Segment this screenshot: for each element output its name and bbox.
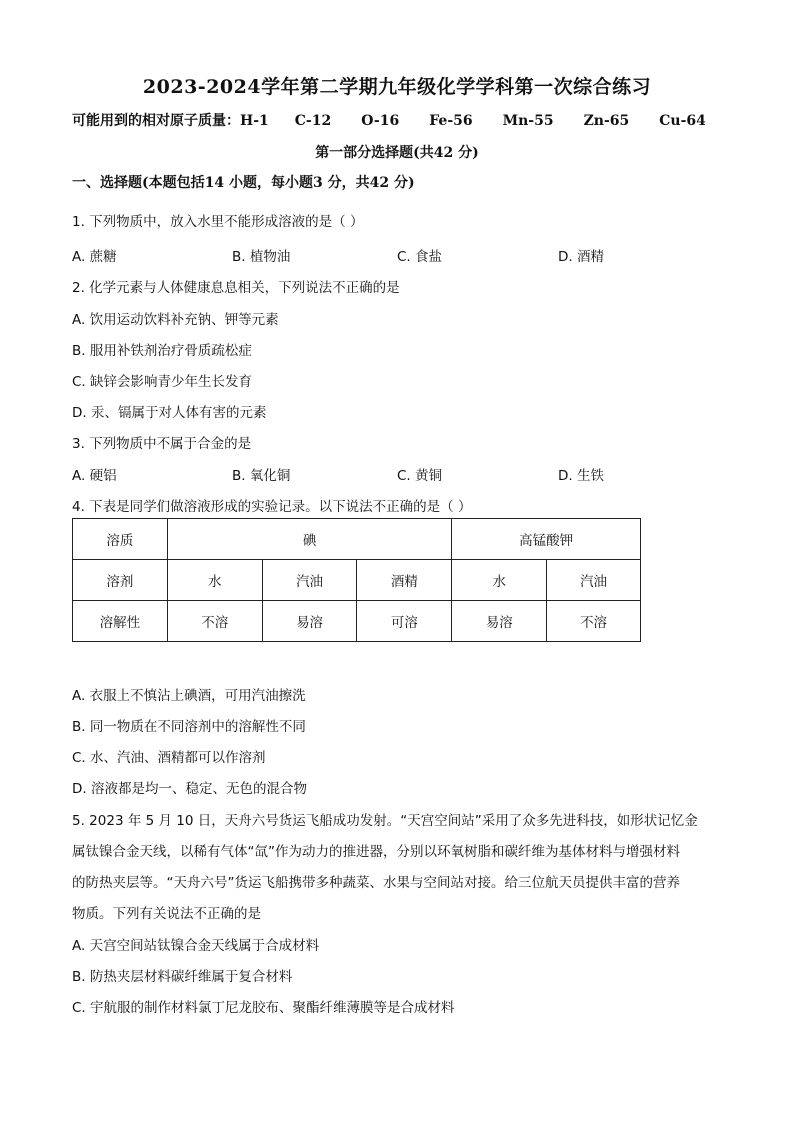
exam-title: 2023-2024学年第二学期九年级化学学科第一次综合练习 bbox=[142, 76, 652, 98]
question-2-stem: 2. 化学元素与人体健康息息相关，下列说法不正确的是 bbox=[72, 280, 400, 296]
question-4-option-a: A. 衣服上不慎沾上碘酒，可用汽油擦洗 bbox=[72, 688, 306, 704]
table-cell: 易溶 bbox=[452, 601, 547, 642]
question-5-stem-line: 属钛镍合金天线，以稀有气体“氙”作为动力的推进器，分别以环氧树脂和碳纤维为基体材料与增强材料 bbox=[72, 844, 680, 860]
table-row bbox=[73, 601, 641, 642]
question-4-option-c: C. 水、汽油、酒精都可以作溶剂 bbox=[72, 750, 266, 766]
question-5-stem-line: 物质。下列有关说法不正确的是 bbox=[72, 906, 261, 922]
atomic-mass-item: Mn-55 bbox=[502, 113, 554, 129]
table-cell: 不溶 bbox=[547, 601, 641, 642]
question-2-option-d: D. 汞、镉属于对人体有害的元素 bbox=[72, 405, 267, 421]
atomic-mass-item: Fe-56 bbox=[429, 113, 473, 129]
question-3-option-b: B. 氧化铜 bbox=[232, 468, 291, 484]
question-5-stem-line: 的防热夹层等。“天舟六号”货运飞船携带多种蔬菜、水果与空间站对接。给三位航天员提供丰富的营养 bbox=[72, 875, 680, 891]
table-row bbox=[73, 560, 641, 601]
solubility-table bbox=[72, 518, 641, 642]
table-cell: 水 bbox=[452, 560, 547, 601]
question-2-option-c: C. 缺锌会影响青少年生长发育 bbox=[72, 374, 253, 390]
table-cell: 酒精 bbox=[357, 560, 452, 601]
part-title: 第一部分选择题(共42 分) bbox=[315, 145, 479, 161]
question-5-option-b: B. 防热夹层材料碳纤维属于复合材料 bbox=[72, 969, 293, 985]
question-4-stem: 4. 下表是同学们做溶液形成的实验记录。以下说法不正确的是（ ） bbox=[72, 499, 472, 515]
question-1-option-b: B. 植物油 bbox=[232, 249, 291, 265]
table-cell: 不溶 bbox=[167, 601, 262, 642]
table-cell: 可溶 bbox=[357, 601, 452, 642]
table-cell: 碘 bbox=[167, 519, 451, 560]
question-5-stem-line: 5. 2023 年 5 月 10 日，天舟六号货运飞船成功发射。“天宫空间站”采用了众多先进科技，如形状记忆金 bbox=[72, 813, 698, 829]
table-cell: 溶解性 bbox=[73, 601, 168, 642]
atomic-masses-line bbox=[72, 110, 736, 130]
atomic-mass-item: Cu-64 bbox=[659, 113, 706, 129]
table-cell: 汽油 bbox=[262, 560, 357, 601]
question-1-option-c: C. 食盐 bbox=[397, 249, 443, 265]
question-1-stem: 1. 下列物质中，放入水里不能形成溶液的是（ ） bbox=[72, 214, 364, 230]
question-2-option-a: A. 饮用运动饮料补充钠、钾等元素 bbox=[72, 312, 279, 328]
table-row bbox=[73, 519, 641, 560]
question-3-option-a: A. 硬铝 bbox=[72, 468, 117, 484]
table-cell: 高锰酸钾 bbox=[452, 519, 641, 560]
question-1-option-a: A. 蔗糖 bbox=[72, 249, 117, 265]
table-cell: 溶质 bbox=[73, 519, 168, 560]
question-1-option-d: D. 酒精 bbox=[558, 249, 604, 265]
question-4-option-b: B. 同一物质在不同溶剂中的溶解性不同 bbox=[72, 719, 306, 735]
table-cell: 水 bbox=[167, 560, 262, 601]
atomic-masses-label: 可能用到的相对原子质量：H-1 bbox=[72, 113, 269, 129]
question-3-option-c: C. 黄铜 bbox=[397, 468, 443, 484]
question-5-option-c: C. 宇航服的制作材料氯丁尼龙胶布、聚酯纤维薄膜等是合成材料 bbox=[72, 1000, 455, 1016]
question-3-option-d: D. 生铁 bbox=[558, 468, 604, 484]
table-cell: 汽油 bbox=[547, 560, 641, 601]
atomic-mass-item: O-16 bbox=[361, 113, 400, 129]
table-cell: 易溶 bbox=[262, 601, 357, 642]
question-5-option-a: A. 天宫空间站钛镍合金天线属于合成材料 bbox=[72, 938, 320, 954]
question-3-stem: 3. 下列物质中不属于合金的是 bbox=[72, 436, 252, 452]
section-title: 一、选择题(本题包括14 小题，每小题3 分，共42 分) bbox=[72, 175, 415, 191]
atomic-mass-item: Zn-65 bbox=[583, 113, 630, 129]
question-2-option-b: B. 服用补铁剂治疗骨质疏松症 bbox=[72, 343, 252, 359]
table-cell: 溶剂 bbox=[73, 560, 168, 601]
question-4-option-d: D. 溶液都是均一、稳定、无色的混合物 bbox=[72, 781, 307, 797]
atomic-mass-item: C-12 bbox=[294, 113, 332, 129]
